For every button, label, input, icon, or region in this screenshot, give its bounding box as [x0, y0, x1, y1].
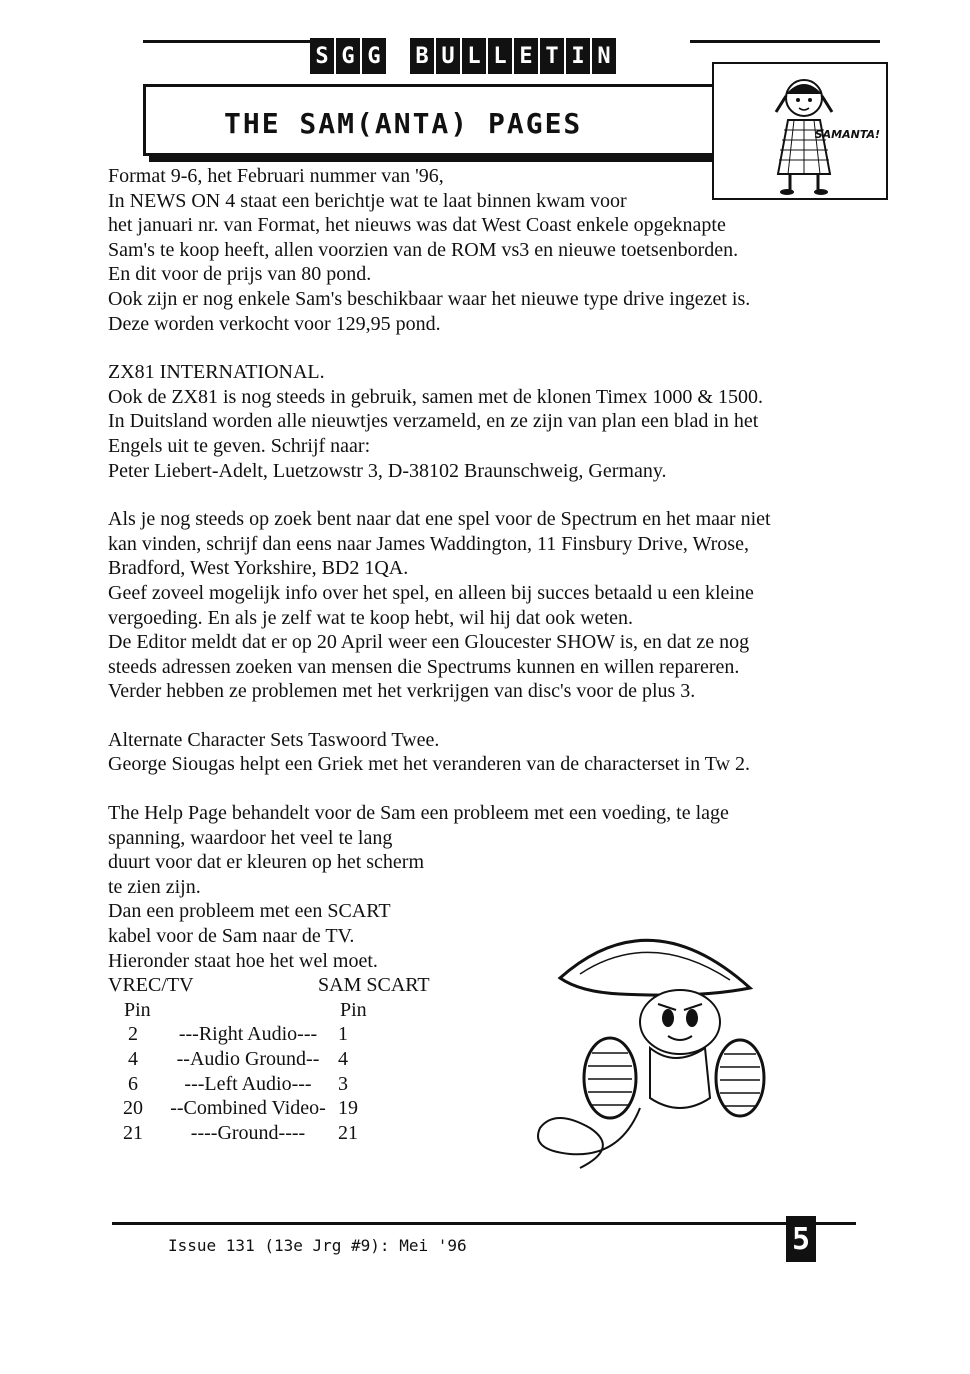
text-line: The Help Page behandelt voor de Sam een probleem met een voeding, te lage: [108, 802, 729, 825]
signal-name: ---Left Audio---: [184, 1072, 312, 1095]
logo-letter: I: [566, 38, 590, 74]
pin-right: 1: [338, 1023, 348, 1046]
text-line: vergoeding. En als je zelf wat te koop hebt, wil hij dat ook weten.: [108, 606, 634, 629]
pin-label-right: Pin: [340, 998, 367, 1021]
text-line: Ook zijn er nog enkele Sam's beschikbaar waar het nieuwe type drive ingezet is.: [108, 287, 751, 310]
pin-right: 4: [338, 1048, 348, 1070]
text-line: Peter Liebert-Adelt, Luetzowstr 3, D-38102 Braunschweig, Germany.: [108, 459, 667, 482]
text-line: En dit voor de prijs van 80 pond.: [108, 263, 372, 286]
text-line: steeds adressen zoeken van mensen die Spectrums kunnen en willen repareren.: [108, 655, 740, 678]
text-line: Bradford, West Yorkshire, BD2 1QA.: [108, 557, 409, 580]
header-rule-left: [143, 40, 311, 43]
text-line: Alternate Character Sets Taswoord Twee.: [108, 728, 440, 751]
logo-letter: N: [592, 38, 616, 74]
pin-left: 21: [123, 1121, 143, 1144]
logo-letter: T: [540, 38, 564, 74]
logo-letter: G: [362, 38, 386, 74]
pin-left: 4: [128, 1048, 138, 1070]
column-header-vrec: VREC/TV: [108, 974, 194, 997]
text-line: George Siougas helpt een Griek met het veranderen van de characterset in Tw 2.: [108, 753, 751, 776]
logo-group-bulletin: [410, 38, 618, 74]
logo-letter: S: [310, 38, 334, 74]
text-line: duurt voor dat er kleuren op het scherm: [108, 851, 425, 874]
logo-letter: U: [436, 38, 460, 74]
signal-name: --Combined Video-: [170, 1097, 326, 1120]
pin-left: 2: [128, 1023, 138, 1046]
text-line: In NEWS ON 4 staat een berichtje wat te laat binnen kwam voor: [108, 189, 627, 212]
signal-name: --Audio Ground--: [176, 1048, 320, 1070]
issue-footer: Issue 131 (13e Jrg #9): Mei '96: [168, 1236, 467, 1255]
text-line: kan vinden, schrijf dan eens naar James Waddington, 11 Finsbury Drive, Wrose,: [108, 532, 749, 555]
header-rule-right: [690, 40, 880, 43]
text-line: In Duitsland worden alle nieuwtjes verzameld, en ze zijn van plan een blad in het: [108, 410, 759, 433]
logo-letter: L: [488, 38, 512, 74]
pin-label-left: Pin: [124, 998, 151, 1021]
logo-letter: G: [336, 38, 360, 74]
paragraph-spectrum: [108, 507, 888, 704]
logo-letter: E: [514, 38, 538, 74]
text-line: spanning, waardoor het veel te lang: [108, 826, 393, 849]
text-line: Deze worden verkocht voor 129,95 pond.: [108, 312, 441, 335]
pin-right: 21: [338, 1121, 358, 1144]
page-title: THE SAM(ANTA) PAGES: [224, 107, 583, 140]
telephone-mascot-icon: [500, 918, 800, 1178]
paragraph-zx81: [108, 360, 888, 483]
text-line: het januari nr. van Format, het nieuws was dat West Coast enkele opgeknapte: [108, 214, 726, 237]
text-line: Format 9-6, het Februari nummer van '96,: [108, 165, 444, 187]
text-line: ZX81 INTERNATIONAL.: [108, 361, 325, 384]
bulletin-logo: [310, 38, 640, 74]
text-line: De Editor meldt dat er op 20 April weer een Gloucester SHOW is, en dat ze nog: [108, 631, 750, 654]
signal-name: ----Ground----: [190, 1121, 306, 1144]
text-line: te zien zijn.: [108, 875, 201, 898]
logo-letter: L: [462, 38, 486, 74]
mascot-label: SAMANTA!: [814, 128, 880, 141]
pin-right: 19: [338, 1097, 358, 1120]
text-line: Geef zoveel mogelijk info over het spel, en alleen bij succes betaald u een kleine: [108, 581, 754, 604]
text-line: Engels uit te geven. Schrijf naar:: [108, 434, 371, 457]
pin-left: 6: [128, 1072, 138, 1095]
page-title-box: [143, 84, 751, 156]
text-line: Verder hebben ze problemen met het verkrijgen van disc's voor de plus 3.: [108, 680, 696, 703]
text-line: Als je nog steeds op zoek bent naar dat ene spel voor de Spectrum en het maar niet: [108, 508, 771, 531]
text-line: Ook de ZX81 is nog steeds in gebruik, samen met de klonen Timex 1000 & 1500.: [108, 385, 763, 408]
page-number-badge: 5: [786, 1216, 816, 1262]
text-line: Hieronder staat hoe het wel moet.: [108, 949, 378, 972]
paragraph-taswoord: [108, 728, 888, 777]
paragraph-format: [108, 164, 888, 336]
signal-name: ---Right Audio---: [178, 1023, 318, 1046]
pin-left: 20: [123, 1097, 143, 1120]
text-line: Sam's te koop heeft, allen voorzien van de ROM vs3 en nieuwe toetsenborden.: [108, 238, 739, 261]
footer-rule: [112, 1222, 856, 1225]
logo-group-sgg: [310, 38, 388, 74]
pin-right: 3: [338, 1072, 348, 1095]
column-header-scart: SAM SCART: [318, 974, 430, 997]
logo-letter: B: [410, 38, 434, 74]
text-line: kabel voor de Sam naar de TV.: [108, 925, 355, 948]
text-line: Dan een probleem met een SCART: [108, 900, 391, 923]
